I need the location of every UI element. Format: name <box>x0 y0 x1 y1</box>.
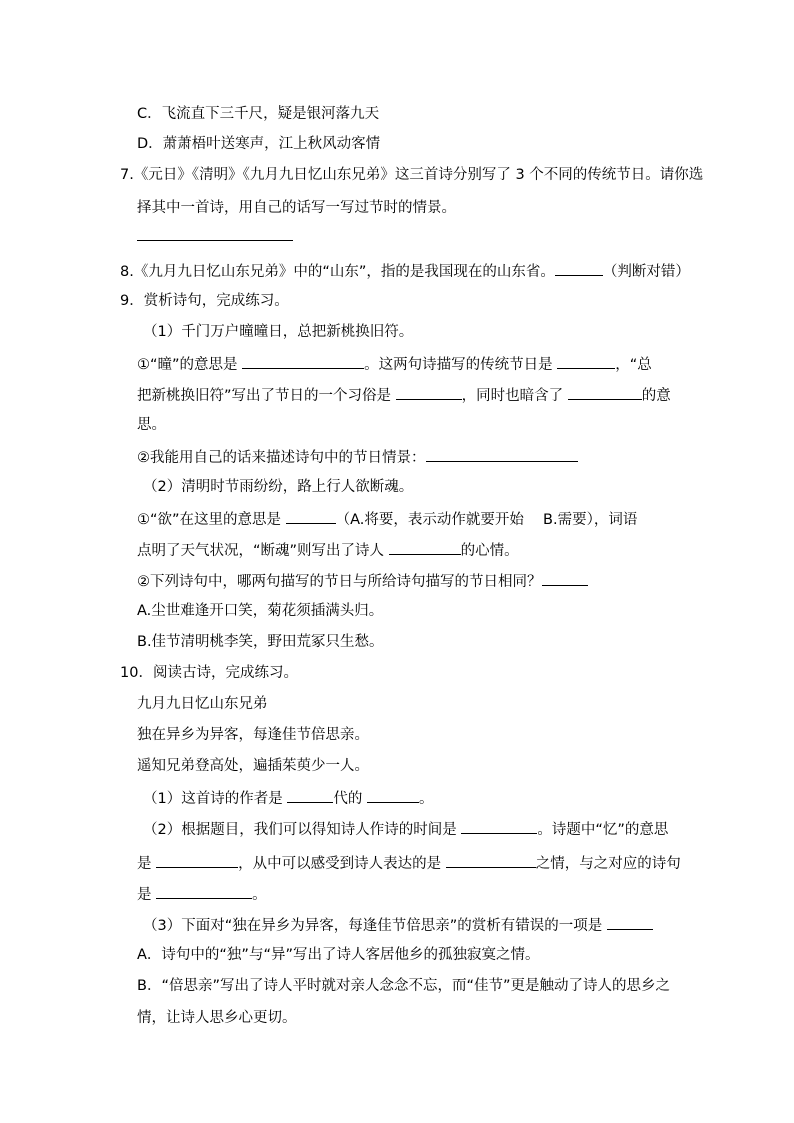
q9-1-item1-end: 思。 <box>137 417 166 433</box>
q9-1-item1-cont: 把新桃换旧符”写出了节日的一个习俗是 ，同时也暗含了 的意 <box>137 384 671 406</box>
poem-title: 九月九日忆山东兄弟 <box>137 696 268 712</box>
blank-10-1b[interactable] <box>367 787 419 803</box>
q9-1-item1: ①“曈”的意思是 。这两句诗描写的传统节日是 ，“总 <box>137 353 652 375</box>
blank-10-2d[interactable] <box>156 883 252 899</box>
question-8: 8.《九月九日忆山东兄弟》中的“山东”，指的是我国现在的山东省。 （判断对错） <box>120 260 690 282</box>
poem-line-2: 遥知兄弟登高处，遍插茱萸少一人。 <box>137 758 369 774</box>
blank-q8[interactable] <box>555 260 603 276</box>
q10-1: （1）这首诗的作者是 代的 。 <box>143 787 433 809</box>
q10-3-option-b-cont: 情，让诗人思乡心更切。 <box>137 1010 297 1026</box>
blank-9-1c[interactable] <box>396 384 462 400</box>
q9-poem-2: （2）清明时节雨纷纷，路上行人欲断魂。 <box>143 479 414 495</box>
poem-line-1: 独在异乡为异客，每逢佳节倍思亲。 <box>137 727 369 743</box>
blank-9-2c[interactable] <box>542 570 588 586</box>
q9-2-item2: ②下列诗句中，哪两句描写的节日与所给诗句描写的节日相同？ <box>137 570 588 592</box>
q10-2-end: 是 。 <box>137 883 267 905</box>
blank-10-2c[interactable] <box>446 852 536 868</box>
question-9: 9．赏析诗句，完成练习。 <box>120 293 289 309</box>
option-d: D．萧萧梧叶送寒声，江上秋风动客情 <box>137 136 381 152</box>
q9-2-item1-cont: 点明了天气状况，“断魂”则写出了诗人 的心情。 <box>137 539 519 561</box>
q9-1-item2: ②我能用自己的话来描述诗句中的节日情景： <box>137 446 578 468</box>
q10-3: （3）下面对“独在异乡为异客，每逢佳节倍思亲”的赏析有错误的一项是 <box>143 914 653 936</box>
blank-9-1e[interactable] <box>426 446 578 462</box>
blank-10-1a[interactable] <box>287 787 333 803</box>
blank-9-1d[interactable] <box>568 384 642 400</box>
question-7-cont: 择其中一首诗，用自己的话写一写过节时的情景。 <box>137 200 456 216</box>
question-10: 10．阅读古诗，完成练习。 <box>120 665 298 681</box>
q9-2-item1: ①“欲”在这里的意思是 （A.将要，表示动作就要开始 B.需要），词语 <box>137 508 637 530</box>
blank-9-1b[interactable] <box>557 353 615 369</box>
q10-2: （2）根据题目，我们可以得知诗人作诗的时间是 。诗题中“忆”的意思 <box>143 818 668 840</box>
q10-3-option-b: B．“倍思亲”写出了诗人平时就对亲人念念不忘，而“佳节”更是触动了诗人的思乡之 <box>137 978 670 994</box>
option-c: C．飞流直下三千尺，疑是银河落九天 <box>137 106 380 122</box>
question-7: 7.《元日》《清明》《九月九日忆山东兄弟》这三首诗分别写了 3 个不同的传统节日。请你选 <box>120 167 704 183</box>
q9-2-option-b: B.佳节清明桃李笑，野田荒冢只生愁。 <box>137 634 384 650</box>
blank-9-2b[interactable] <box>389 539 461 555</box>
answer-line-q7[interactable] <box>137 225 293 247</box>
blank-10-2b[interactable] <box>156 852 238 868</box>
blank-9-1a[interactable] <box>242 353 364 369</box>
q10-2-cont: 是 ，从中可以感受到诗人表达的是 之情，与之对应的诗句 <box>137 852 681 874</box>
blank-9-2a[interactable] <box>286 508 336 524</box>
q9-2-option-a: A.尘世难逢开口笑，菊花须插满头归。 <box>137 603 384 619</box>
q10-3-option-a: A．诗句中的“独”与“异”写出了诗人客居他乡的孤独寂寞之情。 <box>137 947 540 963</box>
blank-10-2a[interactable] <box>461 818 537 834</box>
q9-poem-1: （1）千门万户曈曈日，总把新桃换旧符。 <box>143 324 414 340</box>
blank-10-3[interactable] <box>607 914 653 930</box>
